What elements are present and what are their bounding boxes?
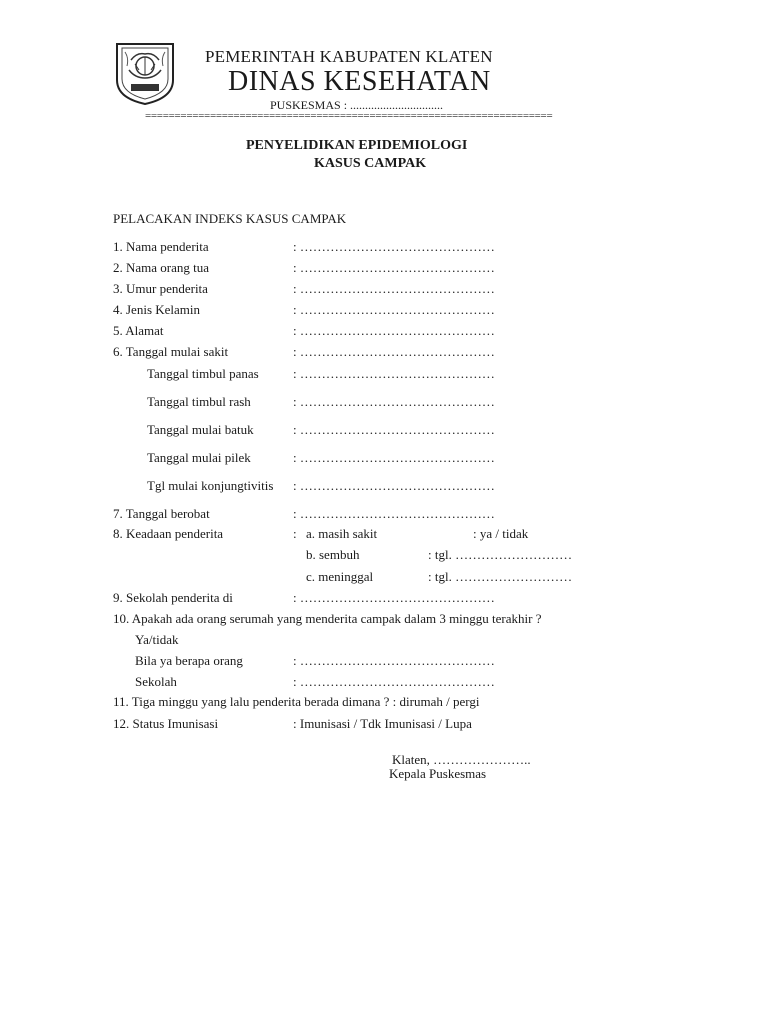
field-6c-value: : ……………………………………… [293, 422, 495, 437]
field-8-colon: : [293, 526, 297, 541]
field-9-label: 9. Sekolah penderita di [113, 590, 233, 605]
field-10-label: 10. Apakah ada orang serumah yang menderita campak dalam 3 minggu terakhir ? [113, 611, 542, 626]
field-10-school-label: Sekolah [135, 674, 177, 689]
field-6-value: : ……………………………………… [293, 344, 495, 359]
field-3-label: 3. Umur penderita [113, 281, 208, 296]
signature-title: Kepala Puskesmas [389, 766, 487, 781]
field-1-value: : ……………………………………… [293, 239, 495, 254]
field-7-label: 7. Tanggal berobat [113, 506, 210, 521]
field-4-value: : ……………………………………… [293, 302, 495, 317]
header-office: DINAS KESEHATAN [228, 66, 491, 97]
field-11-label: 11. Tiga minggu yang lalu penderita berada dimana ? : dirumah / pergi [113, 694, 480, 709]
field-2-label: 2. Nama orang tua [113, 260, 210, 275]
field-6e-label: Tgl mulai konjungtivitis [147, 478, 274, 493]
header-puskesmas: PUSKESMAS : ............................... [270, 98, 444, 112]
field-6a-label: Tanggal timbul panas [147, 366, 259, 381]
field-8-label: 8. Keadaan penderita [113, 526, 224, 541]
field-12-value: : Imunisasi / Tdk Imunisasi / Lupa [293, 716, 472, 731]
field-6a-value: : ……………………………………… [293, 366, 495, 381]
field-10-yes-no: Ya/tidak [135, 632, 179, 647]
klaten-coat-of-arms-logo [113, 40, 177, 106]
field-9-value: : ……………………………………… [293, 590, 495, 605]
field-1-label: 1. Nama penderita [113, 239, 209, 254]
field-6b-label: Tanggal timbul rash [147, 394, 251, 409]
field-2-value: : ……………………………………… [293, 260, 495, 275]
field-6d-label: Tanggal mulai pilek [147, 450, 251, 465]
signature-place-date: Klaten, ………………….. [392, 752, 531, 767]
section-title: PELACAKAN INDEKS KASUS CAMPAK [113, 211, 347, 226]
field-6c-label: Tanggal mulai batuk [147, 422, 254, 437]
document-title: PENYELIDIKAN EPIDEMIOLOGI [246, 138, 468, 153]
field-4-label: 4. Jenis Kelamin [113, 302, 201, 317]
field-8b-value: : tgl. ……………………… [428, 547, 573, 562]
field-6e-value: : ……………………………………… [293, 478, 495, 493]
field-5-label: 5. Alamat [113, 323, 164, 338]
field-7-value: : ……………………………………… [293, 506, 495, 521]
field-5-value: : ……………………………………… [293, 323, 495, 338]
field-10-count-value: : ……………………………………… [293, 653, 495, 668]
field-8a-label: a. masih sakit [306, 526, 378, 541]
field-10-count-label: Bila ya berapa orang [135, 653, 243, 668]
field-8c-value: : tgl. ……………………… [428, 569, 573, 584]
field-8b-label: b. sembuh [306, 547, 360, 562]
field-12-label: 12. Status Imunisasi [113, 716, 219, 731]
header-government: PEMERINTAH KABUPATEN KLATEN [205, 47, 493, 66]
field-8a-value: : ya / tidak [473, 526, 529, 541]
field-6-label: 6. Tanggal mulai sakit [113, 344, 229, 359]
field-3-value: : ……………………………………… [293, 281, 495, 296]
field-8c-label: c. meninggal [306, 569, 374, 584]
document-subtitle: KASUS CAMPAK [314, 156, 427, 171]
field-6b-value: : ……………………………………… [293, 394, 495, 409]
field-6d-value: : ……………………………………… [293, 450, 495, 465]
field-10-school-value: : ……………………………………… [293, 674, 495, 689]
header-divider: ===================================================================== [145, 110, 553, 122]
